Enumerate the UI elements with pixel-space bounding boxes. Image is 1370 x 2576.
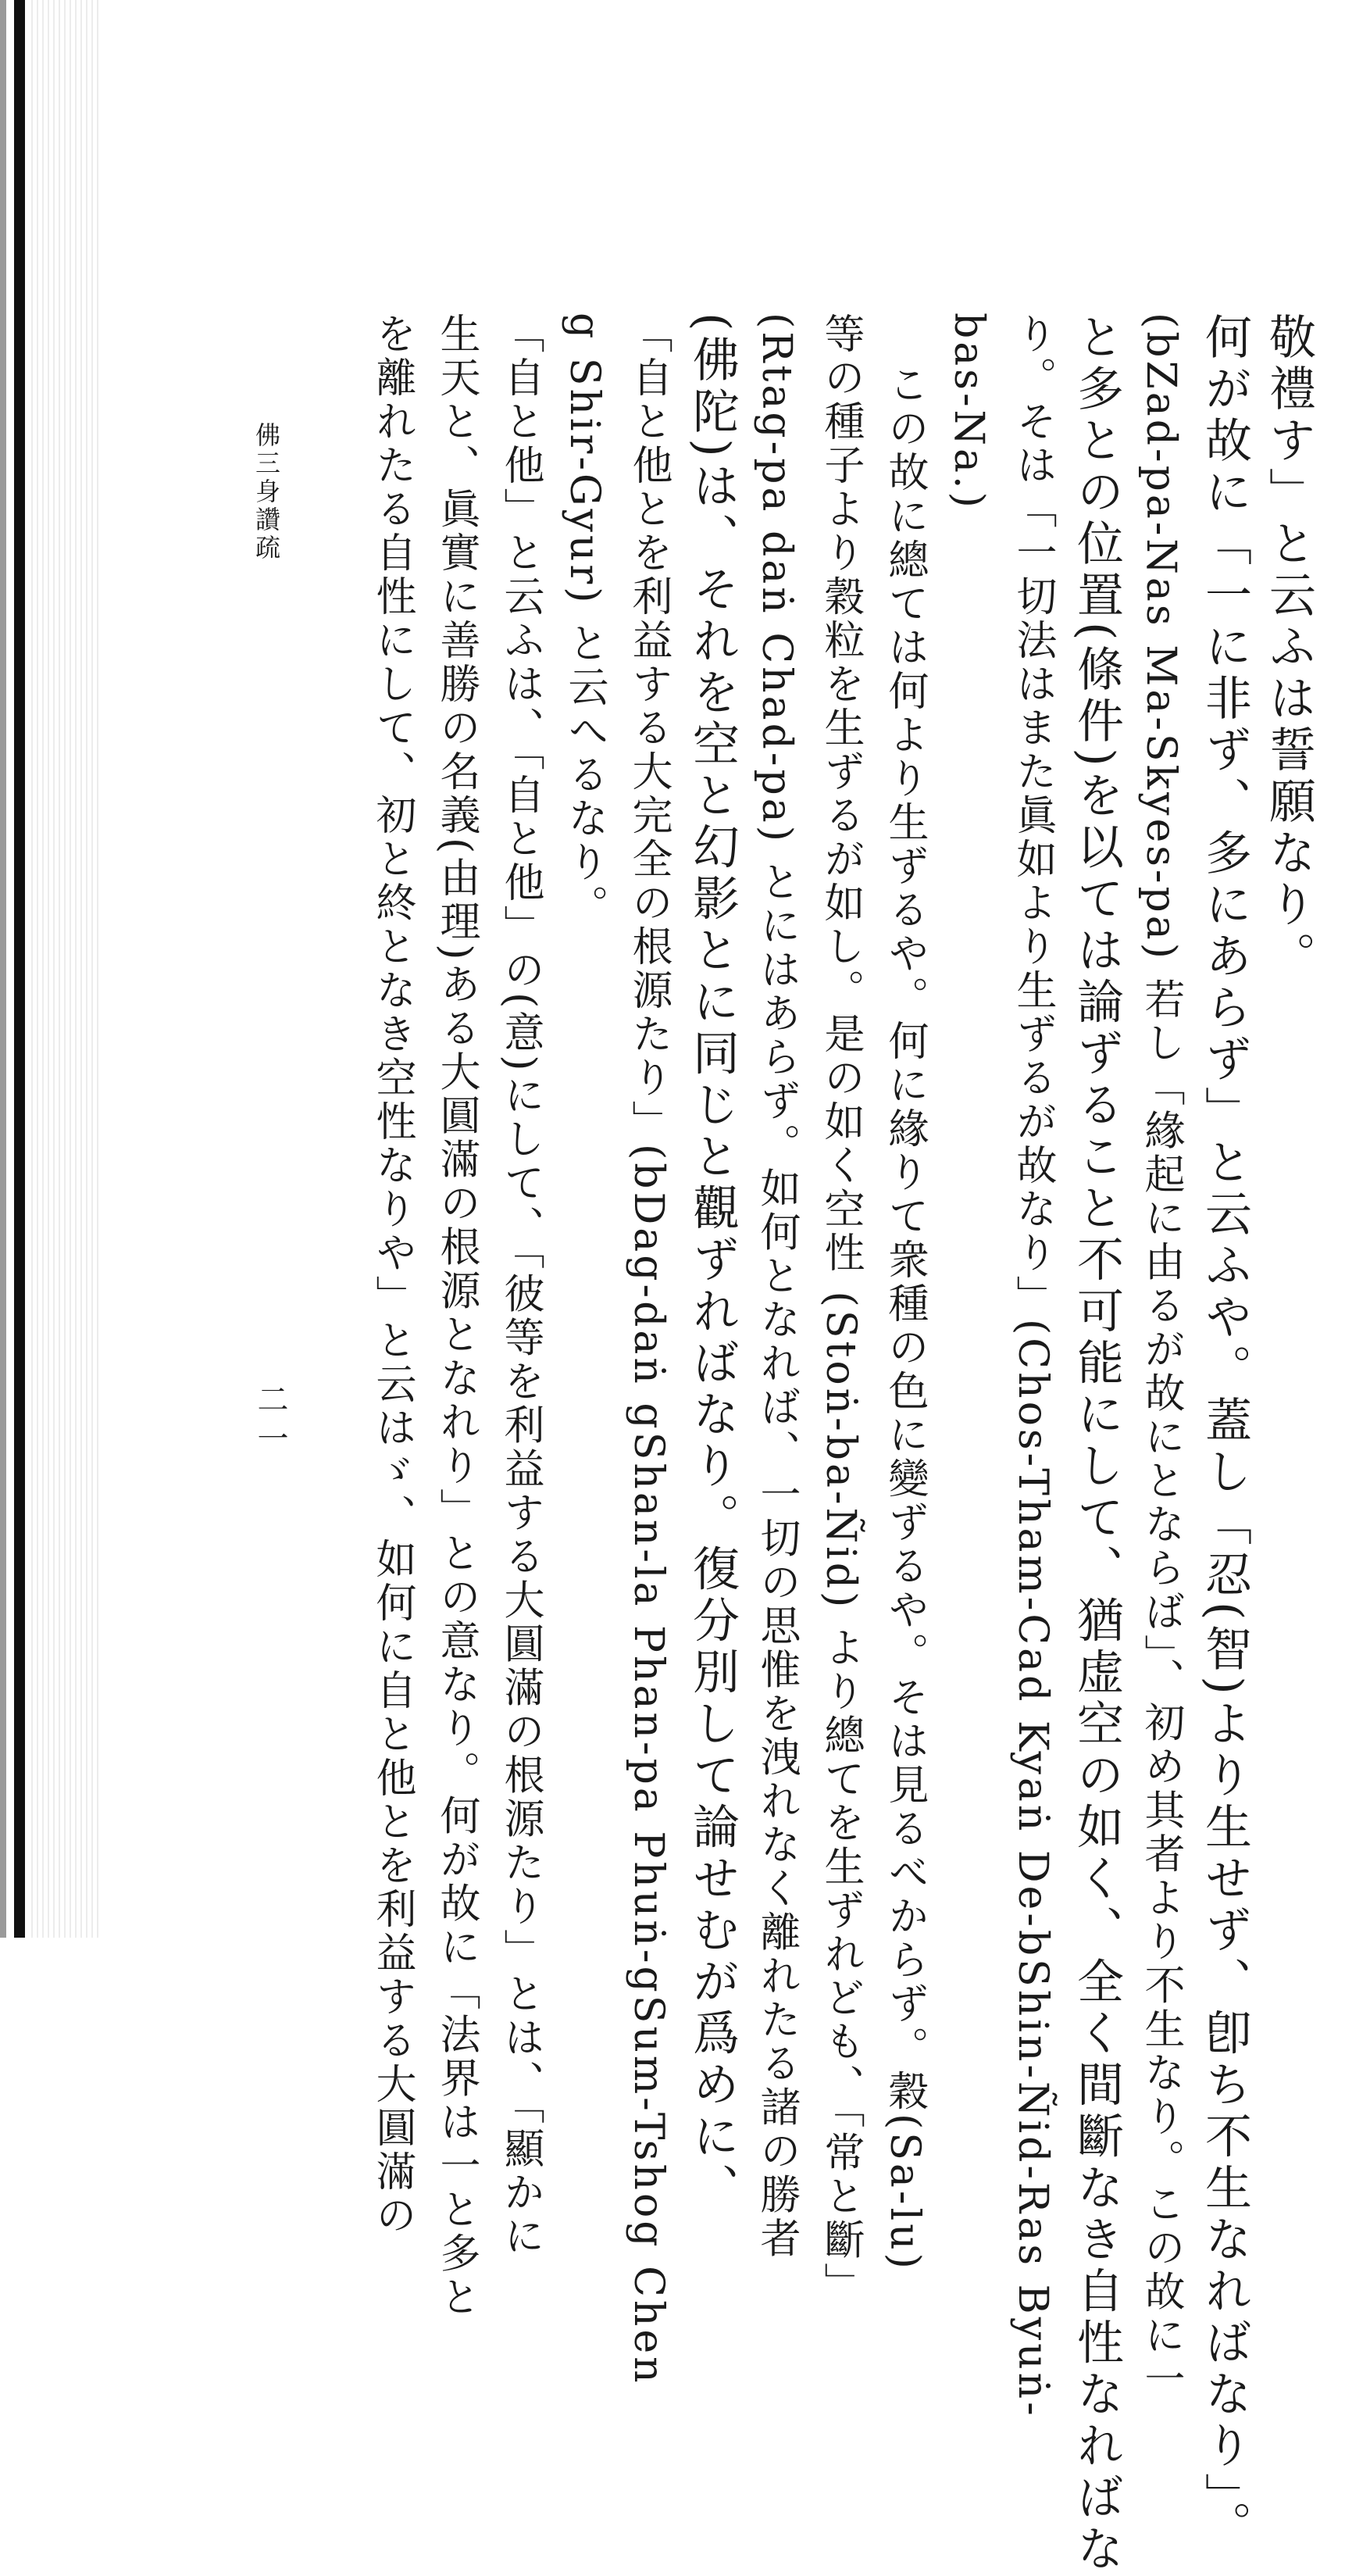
text-column-15: を離れたる自性にして、初と終となき空性なりや」と云はゞ、如何に自と他とを利益する大圓滿の bbox=[369, 313, 416, 2238]
text-column-11: 「自と他とを利益する大完全の根源たり」(bDag-daṅ gShan-la Phan-pa Phuṅ-gSum-Tshog Chen bbox=[625, 313, 672, 2386]
text-column-6: bas-Na.) bbox=[945, 313, 992, 511]
text-column-14: 生天と、眞實に善勝の名義(由理)ある大圓滿の根源となれり」との意なり。何が故に「法界は一と多と bbox=[433, 313, 480, 2320]
text-column-4: と多との位置(條件)を以ては論ずること不可能にして、猶虚空の如く、全く間斷なき自性なればな bbox=[1069, 313, 1124, 2576]
text-column-13: 「自と他」と云ふは、「自と他」の(意)にして、「彼等を利益する大圓滿の根源たり」とは、「顯かに bbox=[497, 313, 544, 2259]
text-column-9: (Rtag-pa daṅ Chad-pa) とにはあらず。如何となれば、一切の思惟を洩れなく離れたる諸の勝者 bbox=[753, 313, 800, 2261]
text-column-3: (bZad-pa-Nas Ma-Skyes-pa) 若し「緣起に由るが故にとならば」、初め其者より不生なり。この故に一 bbox=[1137, 313, 1184, 2402]
text-column-5: り。そは「一切法はまた眞如より生ずるが故なり」(Chos-Tham-Cad Kyaṅ De-bShin-Ñid-Ras Byuṅ- bbox=[1009, 313, 1056, 2419]
running-head: 佛三身讚疏 bbox=[252, 422, 281, 563]
page-number: 二一 bbox=[252, 1383, 288, 1461]
text-column-2: 何が故に「一に非ず、多にあらず」と云ふや。蓋し「忍(智)より生せず、卽ち不生なればなり」。 bbox=[1197, 313, 1252, 2553]
text-column-8: 等の種子より穀粒を生ずるが如し。是の如く空性 (Stoṅ-ba-Ñid) より總てを生ずれども、「常と斷」 bbox=[817, 313, 864, 2306]
text-column-1: 敬禮す」と云ふは誓願なり。 bbox=[1261, 313, 1316, 983]
text-column-7: この故に總ては何より生ずるや。何に緣りて衆種の色に變ずるや。そは見るべからず。穀(Sa-lu) bbox=[881, 363, 928, 2272]
text-column-12: g Shir-Gyur) と云へるなり。 bbox=[561, 313, 608, 929]
text-column-10: (佛陀)は、それを空と幻影とに同じと觀ずればなり。復分別して論せむが爲めに、 bbox=[685, 313, 740, 2215]
